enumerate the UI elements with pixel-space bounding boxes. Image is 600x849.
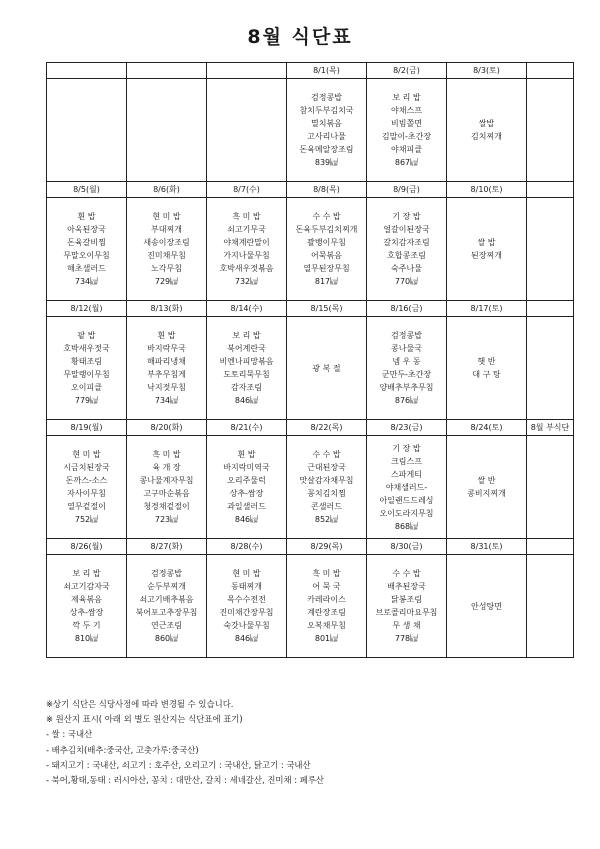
menu-item: 어묵볶음 — [311, 251, 342, 260]
menu-item: 진미채간장무침 — [219, 608, 274, 617]
date-cell — [47, 63, 127, 79]
menu-item: 야채계란말이 — [223, 238, 270, 247]
menu-item: 자사이무침 — [67, 489, 106, 498]
menu-item: 돈육메알장조림 — [299, 145, 354, 154]
menu-item: 쌀밥 — [478, 119, 495, 128]
menu-item: 김치찌개 — [471, 132, 502, 141]
menu-item: 고구마순볶음 — [143, 489, 190, 498]
menu-item: 흑 미 밥 — [152, 450, 181, 459]
date-cell: 8/28(수) — [207, 539, 287, 555]
date-cell: 8/16(금) — [367, 301, 447, 317]
menu-item: 770㎉ — [394, 277, 419, 286]
menu-item: 감자조림 — [231, 383, 262, 392]
menu-item: 846㎉ — [234, 396, 259, 405]
date-cell: 8/12(월) — [47, 301, 127, 317]
menu-item: 순두부찌개 — [147, 582, 186, 591]
meal-cell — [127, 79, 207, 182]
extra-cell — [527, 555, 574, 658]
menu-item: 무말랭이무침 — [63, 370, 110, 379]
menu-item: 호박새우젓볶음 — [219, 264, 274, 273]
date-cell: 8/10(토) — [447, 182, 527, 198]
menu-item: 맛살감자채무침 — [299, 476, 354, 485]
date-cell: 8/19(월) — [47, 420, 127, 436]
extra-cell — [527, 182, 574, 198]
date-cell: 8/6(화) — [127, 182, 207, 198]
page-title: 8월 식단표 — [247, 26, 353, 48]
menu-item: 숙갓나물무침 — [223, 621, 270, 630]
meal-row — [47, 79, 574, 182]
menu-item: 북어포고추장무침 — [135, 608, 198, 617]
menu-item: 계란장조림 — [307, 608, 346, 617]
menu-table — [46, 62, 574, 658]
menu-item: 부대찌개 — [151, 225, 182, 234]
date-row — [47, 539, 574, 555]
meal-cell — [127, 436, 207, 539]
menu-item: 깍 두 기 — [72, 621, 101, 630]
meal-cell — [207, 198, 287, 301]
extra-cell — [527, 79, 574, 182]
date-cell: 8/3(토) — [447, 63, 527, 79]
date-row — [47, 301, 574, 317]
menu-item: 근대된장국 — [307, 463, 346, 472]
meal-cell — [47, 317, 127, 420]
menu-item: 723㎉ — [154, 515, 179, 524]
menu-item: 얼갈이된장국 — [383, 225, 430, 234]
date-cell: 8/14(수) — [207, 301, 287, 317]
meal-cell — [47, 555, 127, 658]
date-cell: 8/17(토) — [447, 301, 527, 317]
menu-item: 팥 밥 — [77, 331, 96, 340]
menu-item: 도토리묵무침 — [223, 370, 270, 379]
menu-item: 된장찌개 — [471, 251, 502, 260]
menu-item: 쇠고기무국 — [227, 225, 266, 234]
note-line: ※ 원산지 표시( 아래 외 별도 원산지는 식단표에 표기) — [46, 714, 243, 725]
menu-item: 오복채무침 — [307, 621, 346, 630]
menu-item: 상추-쌈장 — [69, 608, 104, 617]
menu-item: 북어계란국 — [227, 344, 266, 353]
menu-item: 참치두부김치국 — [299, 106, 354, 115]
menu-item: 보 리 밥 — [232, 331, 261, 340]
menu-item: 쌀 반 — [477, 476, 496, 485]
menu-item: 기 장 밥 — [392, 443, 421, 453]
extra-cell — [527, 198, 574, 301]
menu-item: 바지락미역국 — [223, 463, 270, 472]
menu-item: 콩나물계자무침 — [139, 476, 194, 485]
date-row — [47, 420, 574, 436]
menu-item: 김말이-초간장 — [381, 132, 432, 141]
menu-item: 호합콩조림 — [387, 251, 426, 260]
extra-cell — [527, 436, 574, 539]
meal-row — [47, 555, 574, 658]
menu-item: 오이도라지무침 — [379, 508, 434, 518]
menu-item: 과일샐러드 — [227, 502, 266, 511]
meal-row — [47, 436, 574, 539]
menu-item: 쇠고기감자국 — [63, 582, 110, 591]
menu-item: 779㎉ — [74, 396, 99, 405]
menu-item: 대 구 탕 — [472, 370, 501, 379]
date-cell: 8/5(월) — [47, 182, 127, 198]
menu-item: 새송이장조림 — [143, 238, 190, 247]
extra-cell: 8월 부식단 — [527, 420, 574, 436]
date-cell: 8/9(금) — [367, 182, 447, 198]
menu-item: 734㎉ — [154, 396, 179, 405]
meal-cell — [367, 436, 447, 539]
menu-item: 흰 밥 — [77, 212, 96, 221]
date-cell: 8/20(화) — [127, 420, 207, 436]
menu-item: 진미채무침 — [147, 251, 186, 260]
date-cell: 8/24(토) — [447, 420, 527, 436]
meal-cell — [287, 555, 367, 658]
menu-item: 안성탕면 — [471, 601, 502, 611]
menu-item: 801㎉ — [314, 634, 339, 643]
menu-item: 수 수 밥 — [312, 450, 341, 459]
date-cell: 8/1(목) — [287, 63, 367, 79]
menu-item: 햇 반 — [477, 357, 496, 366]
menu-item: 돈까스-소스 — [65, 476, 108, 485]
date-cell: 8/31(토) — [447, 539, 527, 555]
extra-cell — [527, 539, 574, 555]
menu-item: 야채샐러드- — [385, 482, 428, 492]
menu-item: 868㎉ — [394, 521, 419, 531]
menu-item: 넴 우 동 — [392, 357, 421, 366]
menu-item: 검정콩밥 — [391, 331, 422, 340]
date-cell: 8/23(금) — [367, 420, 447, 436]
menu-item: 비엔나피망볶음 — [219, 357, 274, 366]
date-cell: 8/2(금) — [367, 63, 447, 79]
note-line: ※상기 식단은 식당사정에 따라 변경될 수 있습니다. — [46, 699, 234, 709]
menu-item: 비빔쫄면 — [391, 119, 422, 128]
menu-item: 수 수 밥 — [392, 569, 421, 578]
menu-item: 콩나물국 — [391, 344, 422, 353]
note-line: - 배추김치(배추:중국산, 고춧가루:중국산) — [46, 744, 199, 755]
menu-item: 야채스프 — [391, 106, 422, 115]
extra-cell — [527, 63, 574, 79]
menu-item: 846㎉ — [234, 634, 259, 643]
meal-cell — [127, 555, 207, 658]
menu-item: 제육볶음 — [71, 595, 102, 604]
menu-item: 흰 밥 — [237, 450, 256, 459]
menu-item: 오이피클 — [71, 383, 102, 392]
menu-item: 군만두-초간장 — [381, 370, 432, 379]
meal-cell — [47, 436, 127, 539]
menu-item: 846㎉ — [234, 515, 259, 524]
meal-cell — [447, 317, 527, 420]
menu-item: 729㎉ — [154, 277, 179, 286]
menu-item: 스파게티 — [391, 469, 422, 479]
meal-cell — [287, 317, 367, 420]
menu-item: 노각무침 — [151, 264, 182, 273]
menu-item: 732㎉ — [234, 277, 259, 286]
menu-item: 흑 미 밥 — [232, 212, 261, 221]
meal-cell — [447, 79, 527, 182]
menu-item: 콩비지찌개 — [467, 489, 506, 498]
menu-item: 육 개 장 — [152, 463, 181, 472]
meal-cell — [367, 555, 447, 658]
menu-item: 오리주물럭 — [227, 476, 266, 485]
menu-item: 닭봉조림 — [391, 595, 422, 604]
meal-cell — [127, 317, 207, 420]
menu-item: 해초샐러드 — [67, 264, 106, 273]
note-line: - 쌀 : 국내산 — [46, 729, 93, 740]
menu-item: 860㎉ — [154, 634, 179, 643]
menu-item: 810㎉ — [74, 634, 99, 643]
meal-row — [47, 198, 574, 301]
date-cell: 8/30(금) — [367, 539, 447, 555]
menu-item: 브로콜리마요무침 — [375, 608, 438, 617]
meal-cell — [287, 79, 367, 182]
date-cell: 8/26(월) — [47, 539, 127, 555]
menu-item: 876㎉ — [394, 396, 419, 405]
menu-item: 배추된장국 — [387, 582, 426, 591]
menu-item: 크림스프 — [391, 456, 422, 466]
menu-item: 현 미 밥 — [232, 569, 261, 578]
menu-item: 갈치감자조림 — [383, 238, 430, 247]
meal-cell — [447, 436, 527, 539]
menu-item: 보 리 밥 — [72, 569, 101, 578]
date-cell: 8/15(목) — [287, 301, 367, 317]
menu-item: 867㎉ — [394, 158, 419, 167]
extra-cell — [527, 317, 574, 420]
note-line: - 돼지고기 : 국내산, 쇠고기 : 호주산, 오리고기 : 국내산, 닭고기 : 국내산 — [46, 759, 311, 770]
menu-item: 검정콩밥 — [151, 569, 182, 578]
meal-cell — [207, 436, 287, 539]
menu-item: 쌀 밥 — [477, 238, 496, 247]
meal-cell — [207, 79, 287, 182]
meal-cell — [447, 555, 527, 658]
menu-item: 호박새우젓국 — [63, 344, 110, 353]
meal-cell — [447, 198, 527, 301]
menu-item: 황태조림 — [71, 357, 102, 366]
menu-item: 연근조림 — [151, 621, 182, 630]
menu-item: 752㎉ — [74, 515, 99, 524]
menu-item: 아일랜드드레싱 — [379, 495, 434, 505]
date-cell: 8/7(수) — [207, 182, 287, 198]
menu-item: 흰 밥 — [157, 331, 176, 340]
meal-cell — [47, 198, 127, 301]
meal-cell — [367, 198, 447, 301]
date-cell — [127, 63, 207, 79]
date-cell — [207, 63, 287, 79]
menu-item: 기 장 밥 — [392, 212, 421, 221]
menu-item: 콘샐러드 — [311, 502, 342, 511]
menu-item: 카레라이스 — [307, 595, 346, 604]
menu-item: 가지나물무침 — [223, 251, 270, 260]
menu-item: 해파리냉채 — [147, 357, 186, 366]
menu-item: 청경채겉절이 — [143, 502, 190, 511]
menu-item: 검정콩밥 — [311, 93, 342, 102]
menu-item: 839㎉ — [314, 158, 339, 167]
menu-item: 꽐뱅이무침 — [307, 238, 346, 247]
menu-item: 보 리 밥 — [392, 93, 421, 102]
menu-item: 무말오이무침 — [63, 251, 110, 260]
menu-item: 시금치된장국 — [63, 463, 110, 472]
menu-item: 광 복 절 — [312, 363, 341, 373]
menu-item: 야채피클 — [391, 145, 422, 154]
menu-item: 현 미 밥 — [152, 212, 181, 221]
menu-item: 고사리나물 — [307, 132, 346, 141]
menu-item: 734㎉ — [74, 277, 99, 286]
menu-item: 꽁치김치찜 — [307, 489, 346, 498]
meal-cell — [47, 79, 127, 182]
date-cell: 8/22(목) — [287, 420, 367, 436]
meal-cell — [367, 317, 447, 420]
menu-item: 현 미 밥 — [72, 450, 101, 459]
menu-item: 쇠고기배추볶음 — [139, 595, 194, 604]
date-cell: 8/13(화) — [127, 301, 207, 317]
meal-cell — [287, 436, 367, 539]
meal-cell — [287, 198, 367, 301]
date-cell: 8/29(목) — [287, 539, 367, 555]
meal-cell — [367, 79, 447, 182]
date-cell: 8/8(목) — [287, 182, 367, 198]
menu-item: 열무겉절이 — [67, 502, 106, 511]
menu-item: 852㎉ — [314, 515, 339, 524]
meal-cell — [127, 198, 207, 301]
menu-item: 무 생 채 — [392, 621, 421, 630]
menu-item: 817㎉ — [314, 277, 339, 286]
menu-item: 상추-쌈장 — [229, 489, 264, 498]
menu-item: 흑 미 밥 — [312, 569, 341, 578]
menu-item: 목수수전전 — [227, 595, 266, 604]
menu-item: 동태찌개 — [231, 582, 262, 591]
meal-cell — [207, 317, 287, 420]
menu-item: 부추무침게 — [147, 370, 186, 379]
menu-item: 양배추부추무침 — [379, 383, 434, 392]
menu-item: 열무된장무침 — [303, 264, 350, 273]
menu-item: 어 묵 국 — [312, 582, 341, 591]
extra-cell — [527, 301, 574, 317]
menu-item: 숙주나물 — [391, 264, 422, 273]
date-row — [47, 182, 574, 198]
menu-item: 아욱된장국 — [67, 225, 106, 234]
date-cell: 8/21(수) — [207, 420, 287, 436]
date-row — [47, 63, 574, 79]
meal-cell — [207, 555, 287, 658]
menu-item: 돈육갈비찜 — [67, 238, 106, 247]
menu-item: 돈육두부김치찌개 — [295, 225, 358, 234]
menu-item: 수 수 밥 — [312, 212, 341, 221]
menu-item: 778㎉ — [394, 634, 419, 643]
menu-item: 낙지젓무침 — [147, 383, 186, 392]
notes — [46, 697, 566, 788]
menu-item: 멸치볶음 — [311, 119, 342, 128]
date-cell: 8/27(화) — [127, 539, 207, 555]
meal-row — [47, 317, 574, 420]
note-line: - 북어,황태,동태 : 러시아산, 꽁치 : 대만산, 갈치 : 세네갈산, 진미채 : 페루산 — [46, 775, 325, 786]
menu-item: 바지락무국 — [147, 344, 186, 353]
